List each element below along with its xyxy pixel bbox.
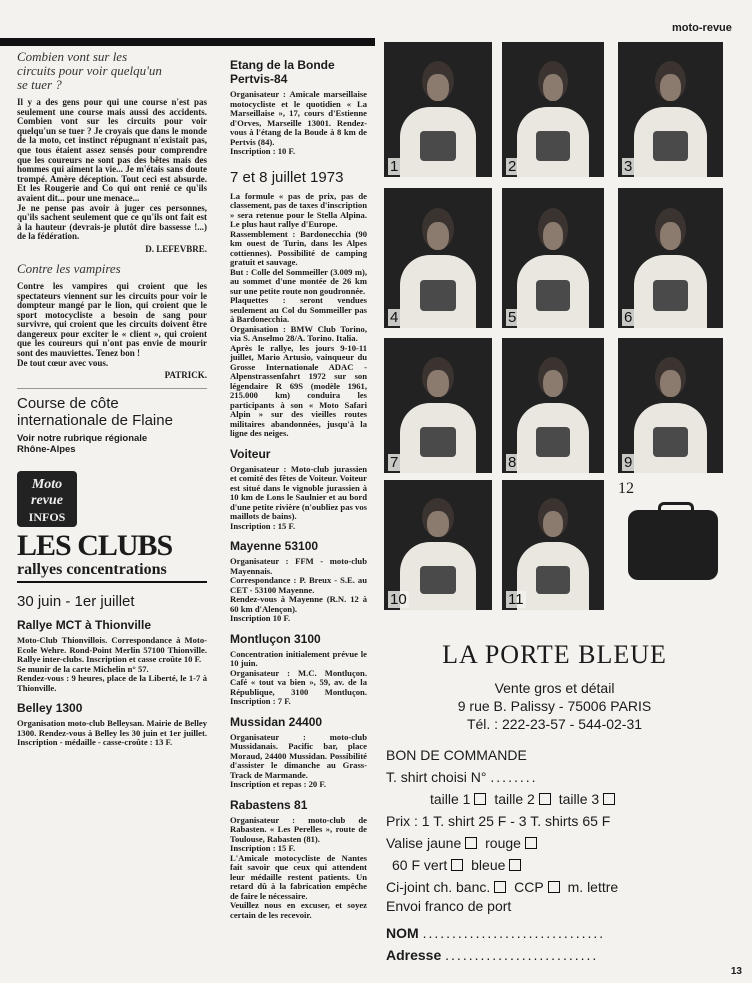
rouge-checkbox[interactable] (525, 837, 537, 849)
cheque-checkbox[interactable] (494, 881, 506, 893)
letter1-body: Il y a des gens pour qui une course n'est pas seulement une course mais aussi des accidents. Combien vont sur les circuits pour voir quelqu'un se tuer ? Je croyais que dans le monde de la moto, cet instinct répugnant n'existait pas, que tous étaient assez sensés pour comprendre que les coureurs ne sont pas des bêtes mais des hommes qui aiment la vie... Je m'étais sans doute trompé. Amère déception. Tout ceci est absurde. Et les Rougerie and Co qui ont renié ce qu'ils avaient dit... pour une menace... Je ne pense pas avoir à juger ces personnes, qu'ils sachent seulement que ce qu'ils ont fait est à la hauteur (devrais-je plutôt dire bassesse !...) de la fédération. (17, 97, 207, 242)
tshirt-photo-4 (384, 188, 492, 328)
payment-line (386, 876, 737, 898)
logo-line1: Moto (31, 477, 63, 493)
letter2-body: Contre les vampires qui croient que les spectateurs viennent sur les circuits pour voir le dompteur mangé par le lion, qui croient que le sport motocycliste a besoin de sang pour survivre, qui croient que les circuits doivent être dangereux pour exciter le « client », qui croient que les coureurs qui n'ont pas envie de mourir sont des mauviettes. Tenez bon ! De tout cœur avec vous. (17, 280, 207, 368)
tshirt-photo-5 (502, 188, 604, 328)
masthead: moto-revue (672, 22, 732, 34)
tagline: Vente gros et détail (494, 680, 615, 696)
adresse-field[interactable]: .......................... (445, 947, 599, 963)
lettre-label: m. lettre (567, 879, 619, 895)
size3-checkbox[interactable] (603, 793, 615, 805)
mayenne-body: Organisateur : FFM - moto-club Mayennais. Correspondance : P. Breux - S.E. au CET - 53100 Mayenne. Rendez-vous à Mayenne (R.N. 12 à 60 km d'Alençon). Inscription 10 F. (230, 556, 367, 623)
moto-revue-infos-logo (17, 471, 77, 527)
letter1-signature: D. LEFEVBRE. (145, 243, 207, 254)
bleue-checkbox[interactable] (509, 859, 521, 871)
valise-line (386, 832, 737, 854)
mussidan-title: Mussidan 24400 (230, 714, 323, 729)
tshirt-choice-field[interactable]: ........ (490, 769, 538, 785)
photo-number: 6 (624, 309, 633, 326)
date-heading: 30 juin - 1er juillet (17, 593, 135, 611)
order-form (386, 744, 737, 966)
rouge-label: rouge (485, 835, 521, 851)
photo-number: 3 (624, 158, 633, 175)
valise-label: Valise jaune (386, 835, 462, 851)
shipping-line: Envoi franco de port (386, 898, 512, 914)
order-title: BON DE COMMANDE (386, 747, 527, 763)
etang-title: Etang de la Bonde Pertvis-84 (230, 58, 335, 86)
jaune-checkbox[interactable] (465, 837, 477, 849)
suitcase (628, 510, 718, 580)
tshirt-photo-10 (384, 480, 492, 610)
photo-number: 10 (390, 591, 407, 608)
payment-label: Ci-joint ch. banc. (386, 879, 491, 895)
rabastens-body: Organisateur : moto-club de Rabasten. « Les Perelles », route de Toulouse, Rabasten (81). Inscription : 15 F. L'Amicale motocycliste de Nantes fait savoir que ceux qui attendent leur médaille restent patients. Un retard dû à la fabrication empêche de faire le nécessaire. Veuillez nous en excuser, et soyez certain de les recevoir. (230, 814, 367, 920)
size1-checkbox[interactable] (474, 793, 486, 805)
voiteur-body: Organisateur : Moto-club jurassien et comité des fêtes de Voiteur. Voiteur est situé dans le vignoble jurassien à 10 km de Lons le Saulnier et au bord d'une petite rivière (n'oubliez pas vos maillots de bains). Inscription : 15 F. (230, 463, 367, 531)
photo-number: 8 (508, 454, 517, 471)
column-events (230, 58, 367, 920)
logo-line3: INFOS (28, 510, 66, 525)
suitcase-handle (658, 502, 694, 515)
valise-price-label: 60 F vert (392, 857, 448, 873)
divider (17, 388, 207, 389)
photo-number: 12 (618, 480, 634, 497)
belley-body: Organisation moto-club Belleysan. Mairie de Belley 1300. Rendez-vous à Belley les 30 juin et 1er juillet. Inscription - médaille - casse-croûte : 13 F. (17, 718, 207, 748)
size2-label: taille 2 (494, 791, 535, 807)
bleue-label: bleue (471, 857, 506, 873)
photo-number: 11 (508, 591, 524, 608)
tshirt-choice-line (386, 766, 737, 788)
july-title: 7 et 8 juillet 1973 (230, 168, 344, 186)
column-letters (17, 50, 207, 748)
tshirt-choice-label: T. shirt choisi N° (386, 769, 487, 785)
tshirt-photo-6 (618, 188, 723, 328)
nom-label: NOM (386, 925, 419, 941)
price-line: Prix : 1 T. shirt 25 F - 3 T. shirts 65 F (386, 813, 611, 829)
mussidan-body: Organisateur : moto-club Mussidanais. Pacific bar, place Moraud, 24400 Mussidan. Possibilité d'assister le dimanche au Grass-Track de Marmande. Inscription et repas : 20 F. (230, 731, 367, 789)
adresse-line (386, 944, 737, 966)
nom-line (386, 922, 737, 944)
suitcase-photo-12 (618, 480, 728, 610)
letter1-title: Combien vont sur les circuits pour voir quelqu'un se tuer ? (17, 49, 162, 92)
brand-name: LA PORTE BLEUE (442, 640, 667, 669)
photo-number: 7 (390, 454, 399, 471)
july-body: La formule « pas de prix, pas de classement, pas de taxes d'inscription » sera retenue pour le Stella Alpina. Le plus haut rallye d'Europe. Rassemblement : Bardonecchia (90 km ouest de Turin, dans les Alpes cottiennes). Possibilité de camping gratuit et sauvage. But : Colle del Sommeiller (3.009 m), au sommet d'une montée de 26 km sur une petite route non goudronnée. Plaquettes : seront vendues seulement au Col du Sommeiller pas à Bardonecchia. Organisation : BMW Club Torino, via S. Anselmo 28/A. Torino. Italia. Après le rallye, les jours 9-10-11 juillet, Mario Artusio, vainqueur du Grosse Internationale ADAC - Alpenstrassenfahrt 1972 sur son légendaire R 69S (modèle 1961, 215.000 km) conduira les participants à son « Moto Safari Alpin » sur des vieilles routes militaires abandonnées, jusqu'à la ligne des neiges. (230, 190, 367, 438)
nom-field[interactable]: ............................... (422, 925, 606, 941)
ccp-label: CCP (514, 879, 544, 895)
voiteur-title: Voiteur (230, 446, 271, 461)
size3-label: taille 3 (558, 791, 600, 807)
letter2-signature: PATRICK. (164, 370, 207, 381)
adresse-label: Adresse (386, 947, 442, 963)
ccp-checkbox[interactable] (548, 881, 560, 893)
tshirt-photo-11 (502, 480, 604, 610)
montlucon-title: Montluçon 3100 (230, 631, 321, 646)
tshirt-photo-9 (618, 338, 723, 473)
size-line (386, 788, 737, 810)
photo-number: 1 (390, 158, 399, 175)
address: 9 rue B. Palissy - 75006 PARIS (457, 698, 652, 714)
vert-checkbox[interactable] (451, 859, 463, 871)
etang-body: Organisateur : Amicale marseillaise motocycliste et le quotidien « La Marseillaise », 17, cours d'Estienne d'Orves, Marseille 13001. Rendez-vous à l'étang de la Boude à 8 km de Pertvis (84). Inscription : 10 F. (230, 89, 367, 156)
top-rule (0, 38, 375, 46)
photo-number: 9 (624, 454, 633, 471)
course-title: Course de côte internationale de Flaine (17, 395, 173, 430)
tshirt-photo-8 (502, 338, 604, 473)
valise-price-line (386, 854, 737, 876)
size1-label: taille 1 (430, 791, 471, 807)
photo-number: 2 (508, 158, 517, 175)
tshirt-photo-1 (384, 42, 492, 177)
tshirt-photo-3 (618, 42, 723, 177)
letter2-title: Contre les vampires (17, 260, 121, 276)
rallye-body: Moto-Club Thionvillois. Correspondance à Moto-Ecole Wehre. Rond-Point Merlin 57100 Thionville. Rallye inter-clubs. Inscription et casse croûte 10 F. Se munir de la carte Michelin n° 57. Rendez-vous : 9 heures, place de la Liberté, le 1-7 à Thionville. (17, 635, 207, 693)
rallye-title: Rallye MCT à Thionville (17, 618, 152, 633)
page-number: 13 (730, 966, 742, 977)
photo-number: 4 (390, 309, 399, 326)
tshirt-photo-2 (502, 42, 604, 177)
montlucon-body: Concentration initialement prévue le 10 juin. Organisateur : M.C. Montluçon. Café « tout va bien », 59, av. de la République, 3100 Montluçon. Inscription : 7 F. (230, 648, 367, 706)
course-note: Voir notre rubrique régionale Rhône-Alpes (17, 433, 148, 456)
porte-bleue-advertisement (372, 42, 737, 966)
clubs-title: LES CLUBS (17, 529, 173, 563)
rabastens-title: Rabastens 81 (230, 797, 308, 812)
belley-title: Belley 1300 (17, 701, 83, 716)
mayenne-title: Mayenne 53100 (230, 539, 319, 553)
size2-checkbox[interactable] (539, 793, 551, 805)
tshirt-photo-7 (384, 338, 492, 473)
clubs-subtitle: rallyes concentrations (17, 561, 207, 583)
tshirt-photo-grid (372, 42, 737, 632)
logo-line2: revue (31, 493, 63, 509)
phone: Tél. : 222-23-57 - 544-02-31 (466, 716, 643, 732)
photo-number: 5 (508, 309, 517, 326)
